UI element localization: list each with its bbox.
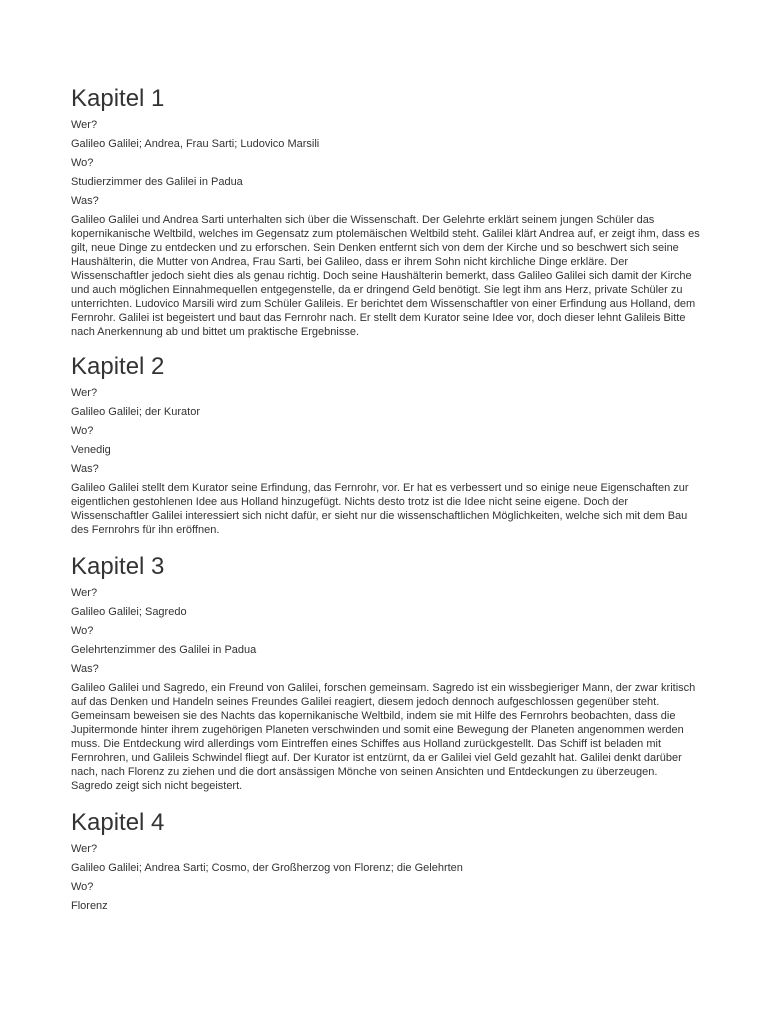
chapter-title: Kapitel 3 <box>71 553 165 580</box>
was-label: Was? <box>71 195 99 207</box>
was-paragraph: Galileo Galilei und Sagredo, ein Freund von Galilei, forschen gemeinsam. Sagredo ist ein wissbegieriger Mann, der zwar kritisch auf das Denken und Handeln seines Freundes Galilei reagiert, diesem jedoch dennoch aufgeschlossen gegenüber steht. Gemeinsam beweisen sie des Nachts das kopernikanische Weltbild, indem sie mit Hilfe des Fernrohrs beobachten, dass die Jupitermonde hinter ihrem zugehörigen Planeten verschwinden und somit eine Bewegung der Planeten angenommen werden muss. Die Entdeckung wird allerdings vom Eintreffen eines Schiffes aus Holland zurückgestellt. Das Schiff ist beladen mit Fernrohren, und Galileis Schwindel fliegt auf. Der Kurator ist entzürnt, da er Galilei viel Geld gezahlt hat. Galilei denkt darüber nach, nach Florenz zu ziehen und die dort ansässigen Mönche von seinen Ansichten und Entdeckungen zu überzeugen. Sagredo zeigt sich nicht begeistert. <box>71 682 696 792</box>
wo-label: Wo? <box>71 157 94 169</box>
wo-value: Gelehrtenzimmer des Galilei in Padua <box>71 644 257 656</box>
chapter-3 <box>71 552 701 808</box>
wo-value: Studierzimmer des Galilei in Padua <box>71 176 243 188</box>
chapter-title: Kapitel 2 <box>71 353 165 380</box>
chapter-1 <box>71 84 701 352</box>
was-paragraph: Galileo Galilei stellt dem Kurator seine Erfindung, das Fernrohr, vor. Er hat es verbessert und so einige neue Eigenschaften zur eigentlichen gestohlenen Idee aus Holland hinzugefügt. Nichts desto trotz ist die Idee nicht seine eigene. Doch der Wissenschaftler Galilei interessiert sich nicht dafür, er sieht nur die wissenschaftlichen Möglichkeiten, welche sich mit dem Bau des Fernrohrs für ihn eröffnen. <box>71 482 689 536</box>
wer-label: Wer? <box>71 843 98 855</box>
chapter-2 <box>71 352 701 552</box>
was-paragraph: Galileo Galilei und Andrea Sarti unterhalten sich über die Wissenschaft. Der Gelehrte erklärt seinem jungen Schüler das kopernikanische Weltbild, welches im Gegensatz zum ptolemäischen Weltbild steht. Galilei klärt Andrea auf, er zeigt ihm, dass es gilt, neue Dinge zu entdecken und zu erforschen. Sein Denken entfernt sich von dem der Kirche und so beschwert sich seine Haushälterin, die Mutter von Andrea, Frau Sarti, bei Galileo, dass er ihrem Sohn nicht kirchliche Dinge erkläre. Der Wissenschaftler jedoch sieht dies als genau richtig. Doch seine Haushälterin bemerkt, dass Galileo Galilei sich damit der Kirche und auch möglichen Einnahmequellen entgegenstelle, da er dringend Geld benötigt. Sie legt ihm ans Herz, private Schüler zu unterrichten. Ludovico Marsili wird zum Schüler Galileis. Er berichtet dem Wissenschaftler von einer Erfindung aus Holland, dem Fernrohr. Galilei ist begeistert und baut das Fernrohr nach. Er stellt dem Kurator seine Idee vor, doch dieser lehnt Galileis Bitte nach Anerkennung ab und bittet um praktische Ergebnisse. <box>71 214 700 338</box>
wer-value: Galileo Galilei; der Kurator <box>71 406 201 418</box>
wer-label: Wer? <box>71 119 98 131</box>
was-label: Was? <box>71 463 99 475</box>
chapter-title: Kapitel 1 <box>71 85 165 112</box>
was-label: Was? <box>71 663 99 675</box>
wer-value: Galileo Galilei; Andrea, Frau Sarti; Ludovico Marsili <box>71 138 320 150</box>
chapter-title: Kapitel 4 <box>71 809 165 836</box>
wo-label: Wo? <box>71 425 94 437</box>
wo-label: Wo? <box>71 625 94 637</box>
wer-value: Galileo Galilei; Andrea Sarti; Cosmo, der Großherzog von Florenz; die Gelehrten <box>71 862 463 874</box>
wer-label: Wer? <box>71 587 98 599</box>
wo-label: Wo? <box>71 881 94 893</box>
wo-value: Florenz <box>71 900 108 912</box>
chapter-4 <box>71 808 701 938</box>
wo-value: Venedig <box>71 444 111 456</box>
wer-value: Galileo Galilei; Sagredo <box>71 606 187 618</box>
wer-label: Wer? <box>71 387 98 399</box>
document-page <box>71 84 701 938</box>
